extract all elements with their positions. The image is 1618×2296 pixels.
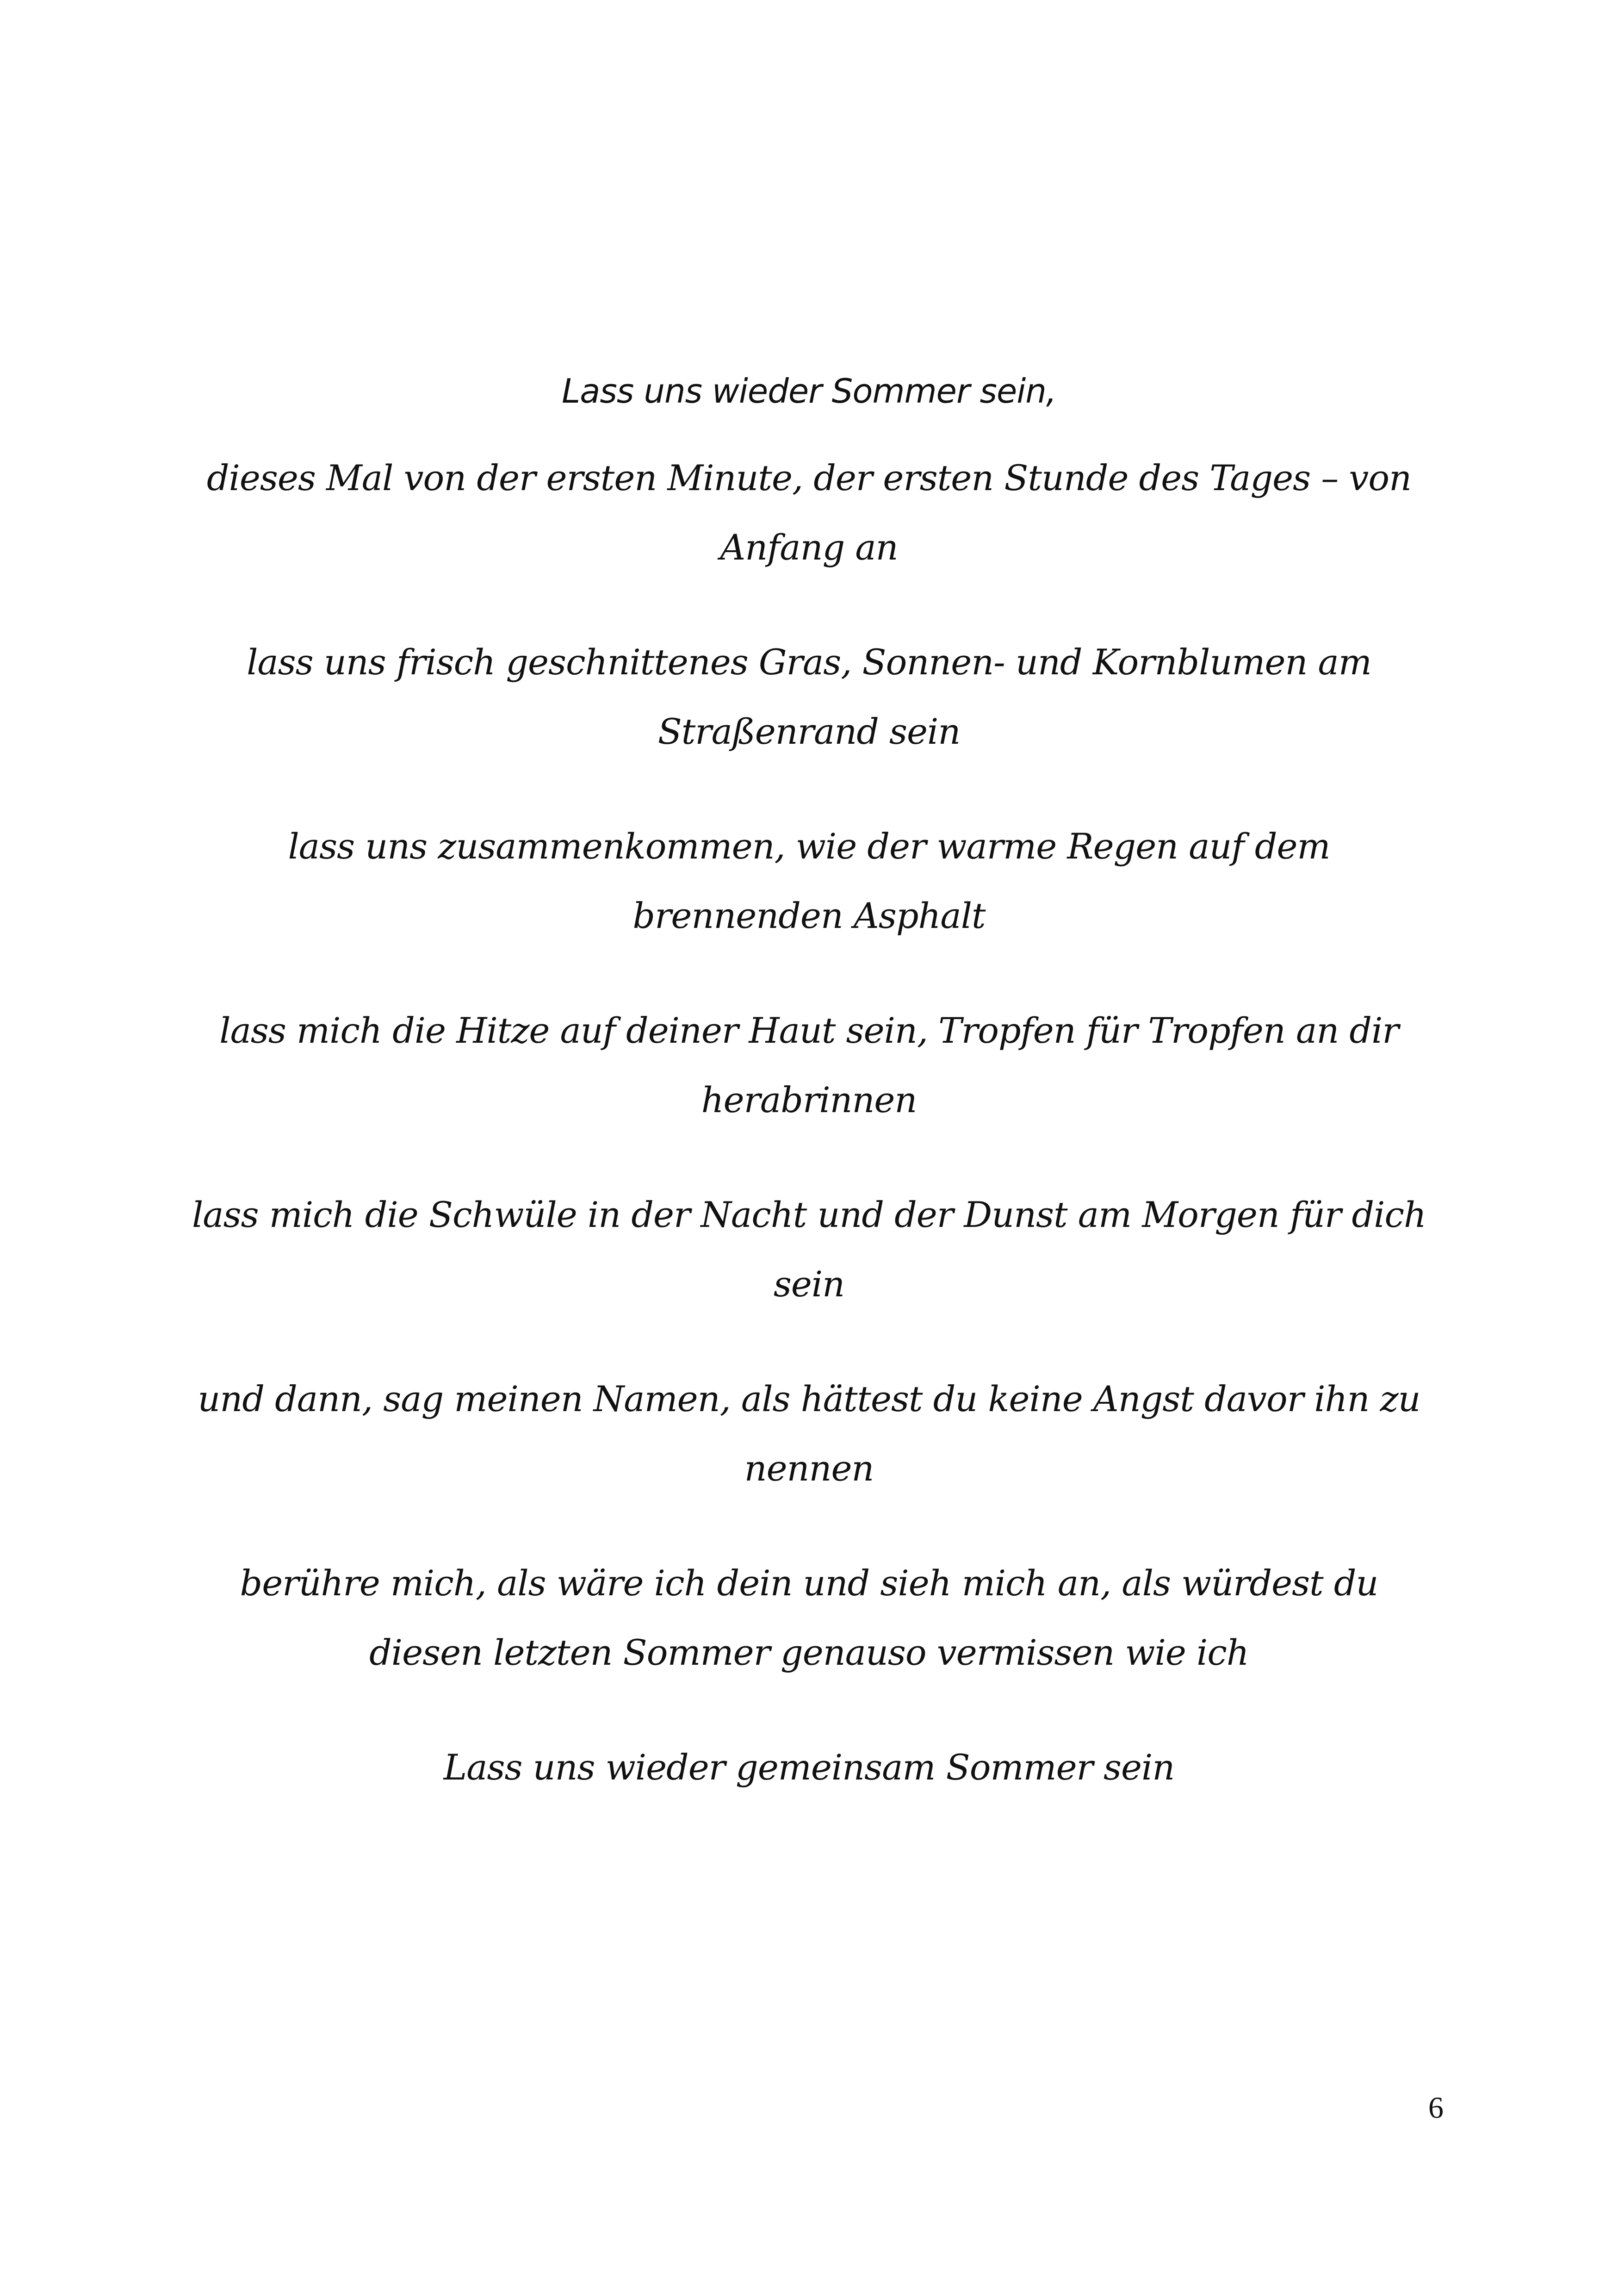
poem-line: sein	[773, 1263, 845, 1305]
poem-line: lass uns zusammenkommen, wie der warme Regen auf dem	[288, 826, 1330, 867]
poem-line: herabrinnen	[701, 1079, 917, 1120]
poem-line: berühre mich, als wäre ich dein und sieh mich an, als würdest du	[240, 1562, 1378, 1604]
poem-stanza-1	[185, 443, 1433, 582]
poem-line: lass mich die Schwüle in der Nacht und der Dunst am Morgen für dich	[192, 1194, 1426, 1235]
poem-line: nennen	[744, 1448, 874, 1489]
poem-line: dieses Mal von der ersten Minute, der ersten Stunde des Tages – von	[206, 457, 1412, 498]
poem-stanza-7	[185, 1549, 1433, 1687]
poem-line: lass uns frisch geschnittenes Gras, Sonnen- und Kornblumen am	[247, 641, 1371, 683]
poem-line: Lass uns wieder gemeinsam Sommer sein	[443, 1747, 1175, 1788]
poem-line: brennenden Asphalt	[632, 895, 986, 936]
poem-line: und dann, sag meinen Namen, als hättest du keine Angst davor ihn zu	[198, 1378, 1420, 1419]
poem-line: diesen letzten Sommer genauso vermissen wie ich	[369, 1632, 1249, 1673]
poem-line: Straßenrand sein	[657, 711, 961, 752]
poem-first-line: Lass uns wieder Sommer sein,	[562, 372, 1056, 411]
poem-stanza-3	[185, 812, 1433, 951]
poem	[185, 356, 1433, 1802]
page-number: 6	[1428, 2091, 1444, 2125]
poem-stanza-4	[185, 996, 1433, 1135]
poem-line: Anfang an	[720, 527, 898, 568]
poem-stanza-6	[185, 1364, 1433, 1503]
poem-stanza-8	[185, 1733, 1433, 1802]
poem-line: lass mich die Hitze auf deiner Haut sein, Tropfen für Tropfen an dir	[219, 1010, 1399, 1051]
poem-stanza-2	[185, 628, 1433, 766]
poem-stanza-5	[185, 1180, 1433, 1319]
